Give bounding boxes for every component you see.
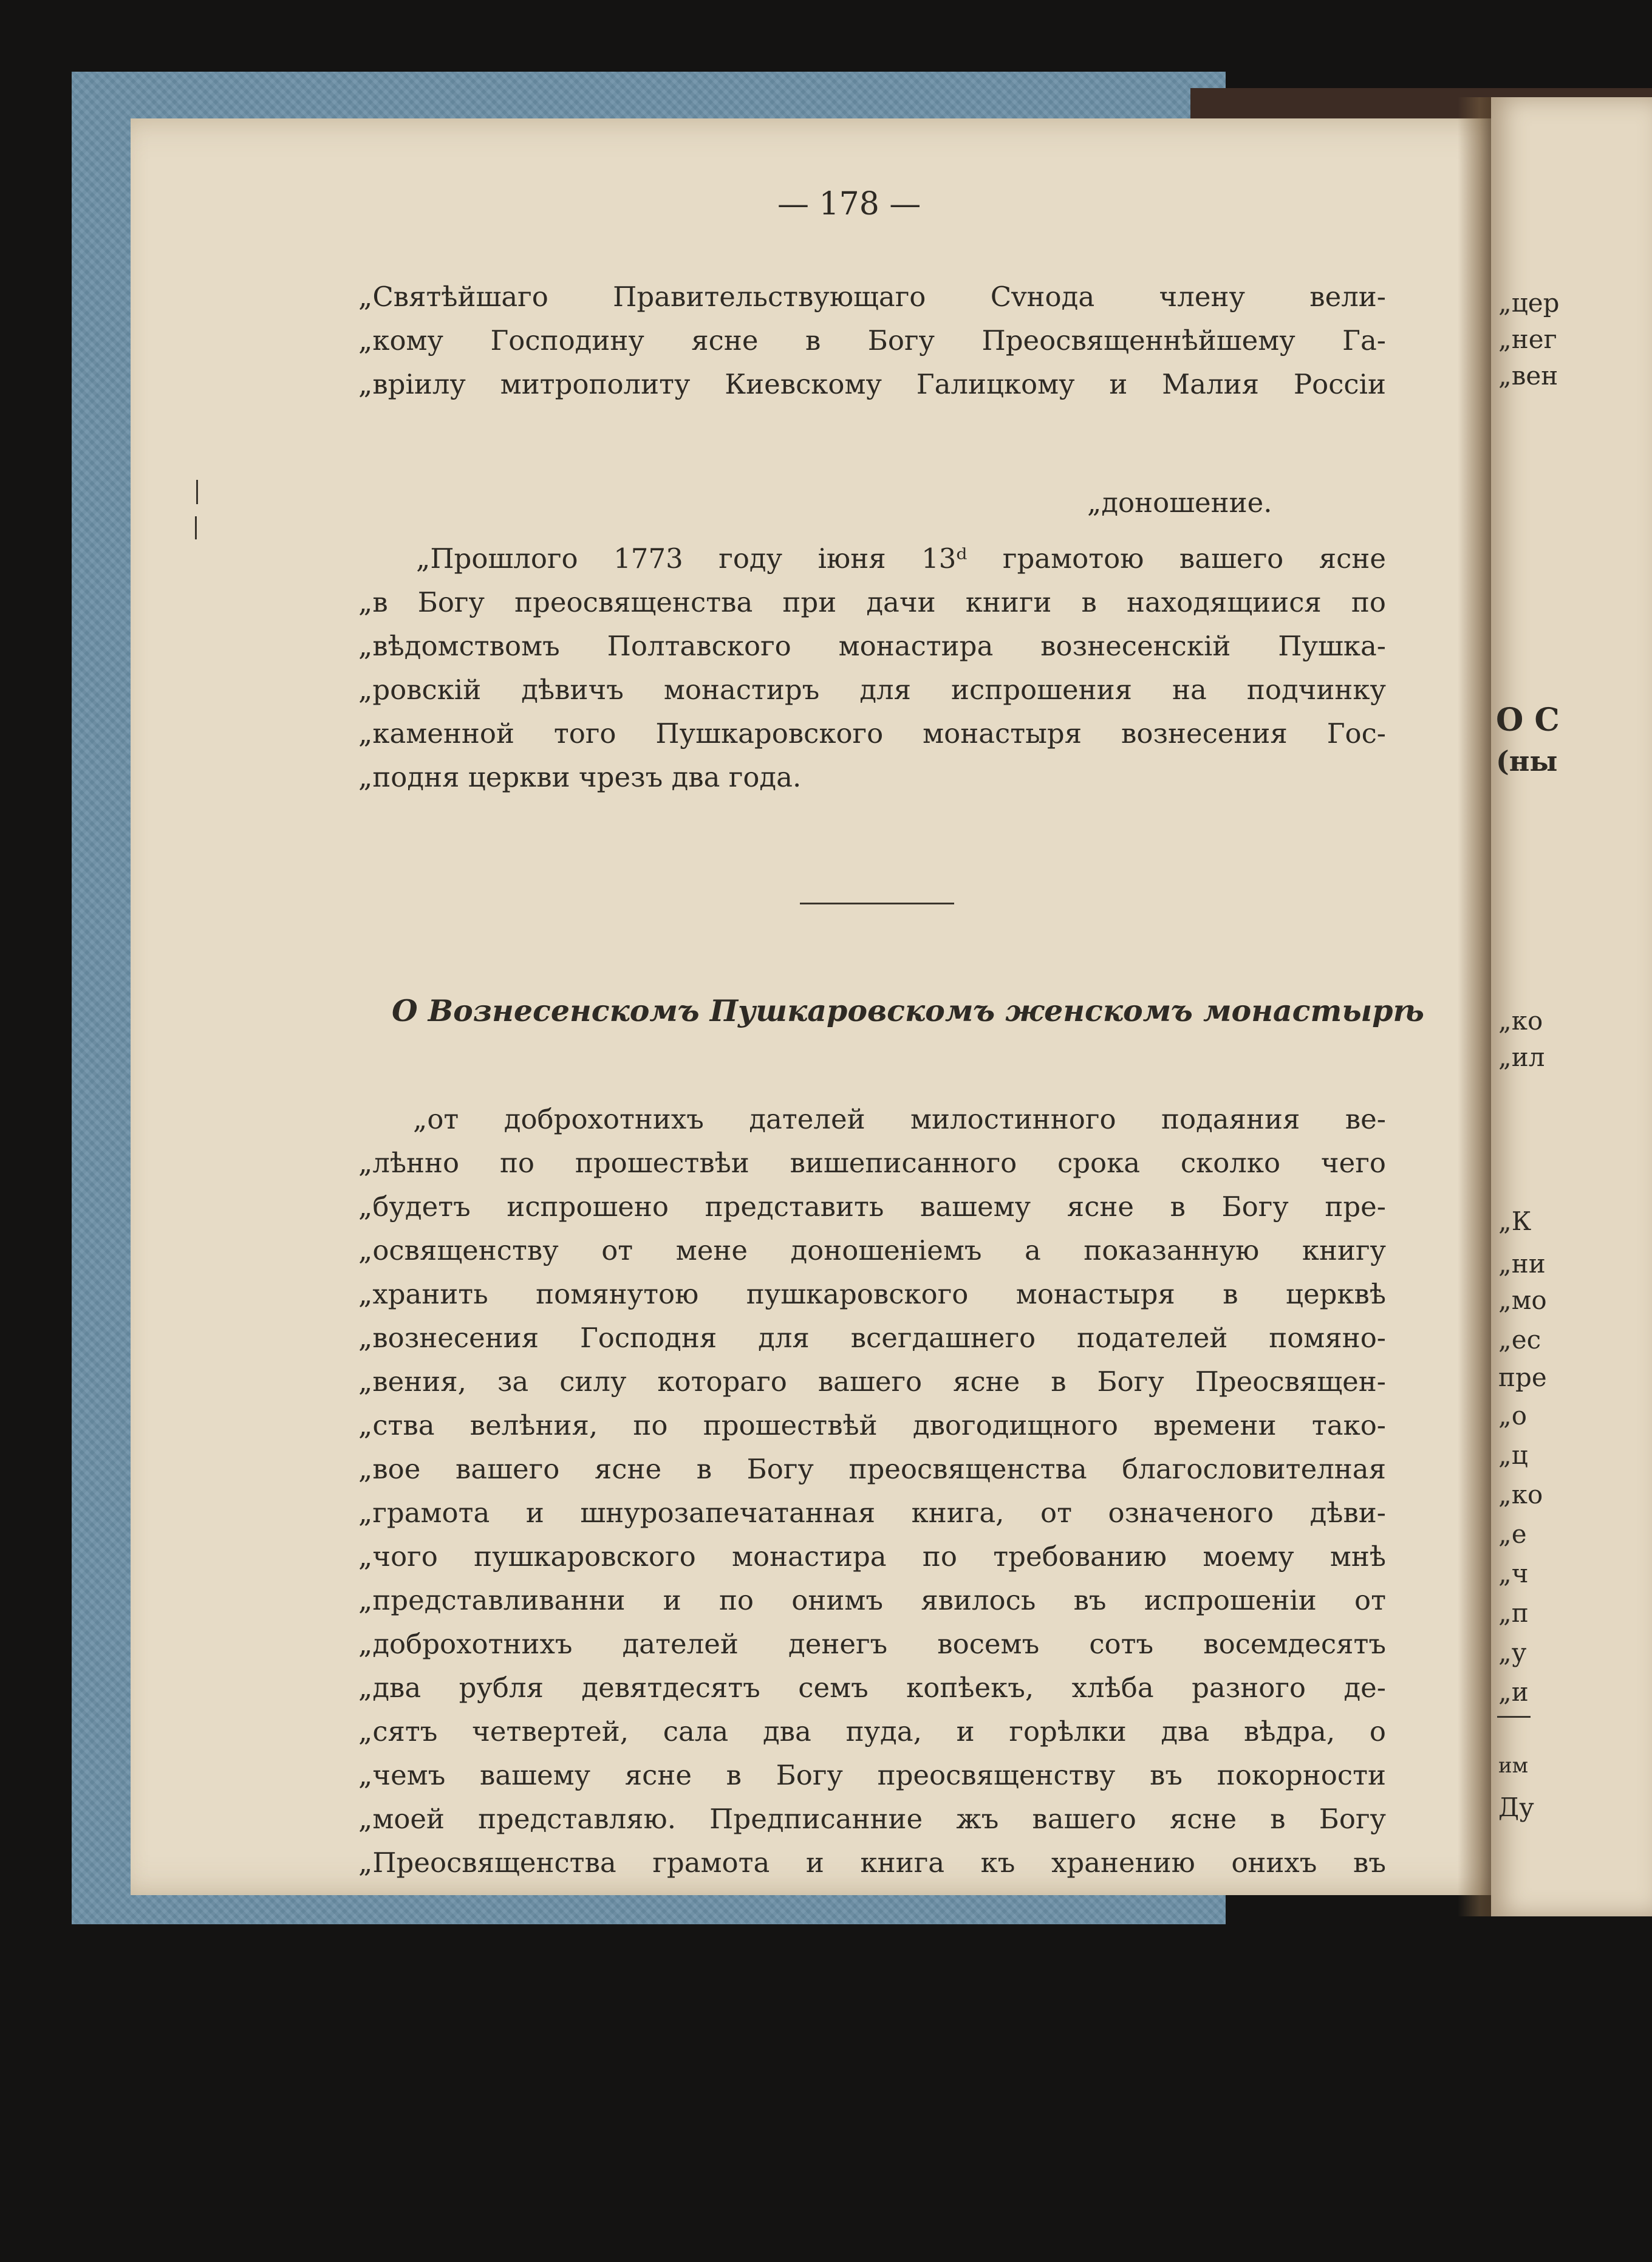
- page-number: — 178 —: [777, 186, 921, 222]
- right-page-line: пре: [1498, 1362, 1547, 1392]
- paragraph-line: „Прошлого 1773 году іюня 13ᵈ грамотою вашего ясне: [416, 542, 1386, 575]
- right-page-line: „К: [1498, 1206, 1532, 1236]
- paragraph-line: „хранить помянутою пушкаровского монастыря в церквѣ: [358, 1278, 1386, 1310]
- paragraph-line: „будетъ испрошено представить вашему ясне в Богу пре-: [358, 1191, 1386, 1223]
- paragraph-line: „два рубля девятдесятъ семъ копѣекъ, хлѣба разного де-: [358, 1672, 1386, 1704]
- paragraph-line: „грамота и шнурозапечатанная книга, от означеного дѣви-: [358, 1497, 1386, 1529]
- letter-heading: „доношение.: [1087, 487, 1272, 519]
- right-page-footnote: Ду: [1498, 1792, 1534, 1822]
- section-title: О Вознесенскомъ Пушкаровскомъ женскомъ монастырѣ: [392, 993, 1424, 1028]
- right-page-line: „ко: [1498, 1006, 1543, 1036]
- paragraph-line: „ства велѣния, по прошествѣй двогодищного времени тако-: [358, 1409, 1386, 1441]
- letter-intro-line: „кому Господину ясне в Богу Преосвященнѣйшему Га-: [358, 324, 1386, 357]
- section-divider: [800, 903, 954, 904]
- paragraph-line: „чемъ вашему ясне в Богу преосвященству въ покорности: [358, 1759, 1386, 1791]
- paragraph-line: „лѣнно по прошествѣи вишеписанного срока сколко чего: [358, 1147, 1386, 1179]
- paragraph-line: „ровскій дѣвичъ монастиръ для испрошения на подчинку: [358, 674, 1386, 706]
- margin-mark: [195, 516, 197, 539]
- paragraph-line: „подня церкви чрезъ два года.: [358, 761, 802, 793]
- right-page: [1491, 97, 1652, 1916]
- paragraph-line: „освященству от мене доношеніемъ а показанную книгу: [358, 1234, 1386, 1266]
- paragraph-line: „в Богу преосвященства при дачи книги в находящиися по: [358, 586, 1386, 618]
- letter-intro-line: „вріилу митрополиту Киевскому Галицкому и Малия Россіи: [358, 368, 1386, 400]
- right-page-line: „ко: [1498, 1480, 1543, 1509]
- right-page-line: „ил: [1498, 1042, 1545, 1072]
- right-page-line: „вен: [1498, 361, 1558, 391]
- letter-intro-line: „Святѣйшаго Правительствующаго Сvнода члену вели-: [358, 281, 1386, 313]
- paragraph-line: „доброхотнихъ дателей денегъ восемъ сотъ восемдесятъ: [358, 1628, 1386, 1660]
- right-page-rule: [1497, 1716, 1531, 1718]
- paragraph-line: „моей представляю. Предписанние жъ вашего ясне в Богу: [358, 1803, 1386, 1835]
- paragraph-line: „Преосвященства грамота и книга къ хранению онихъ въ: [358, 1847, 1386, 1879]
- paragraph-line: „вознесения Господня для всегдашнего подателей помяно-: [358, 1322, 1386, 1354]
- right-page-line: „мо: [1498, 1285, 1547, 1315]
- margin-mark: [196, 480, 198, 504]
- paragraph-line: „вения, за силу котораго вашего ясне в Богу Преосвящен-: [358, 1365, 1386, 1398]
- right-page-line: „ц: [1498, 1440, 1528, 1470]
- book-gutter: [1458, 97, 1494, 1916]
- right-page-heading: О С: [1496, 702, 1560, 739]
- paragraph-line: „вѣдомствомъ Полтавского монастира вознесенскій Пушка-: [358, 630, 1386, 662]
- paragraph-line: „чого пушкаровского монастира по требованию моему мнѣ: [358, 1540, 1386, 1573]
- paragraph-line: „каменной того Пушкаровского монастыря вознесения Гос-: [358, 717, 1386, 750]
- right-page-line: „цер: [1498, 288, 1560, 318]
- right-page-line: „нег: [1498, 324, 1557, 354]
- right-page-line: „ес: [1498, 1325, 1541, 1355]
- right-page-line: „и: [1498, 1677, 1529, 1707]
- right-page-line: „ни: [1498, 1249, 1546, 1279]
- paragraph-line: „сятъ четвертей, сала два пуда, и горѣлки два вѣдра, о: [358, 1715, 1386, 1748]
- paragraph-line: „представливанни и по онимъ явилось въ испрошеніи от: [358, 1584, 1386, 1616]
- right-page-footnote: им: [1498, 1754, 1529, 1778]
- right-page-line: „е: [1498, 1519, 1527, 1549]
- right-page-line: „о: [1498, 1401, 1527, 1430]
- paragraph-line: „вое вашего ясне в Богу преосвященства благословителная: [358, 1453, 1386, 1485]
- right-page-line: „у: [1498, 1638, 1527, 1667]
- paragraph-line: „от доброхотнихъ дателей милостинного подаяния ве-: [413, 1103, 1386, 1135]
- right-page-line: „ч: [1498, 1559, 1529, 1588]
- right-page-heading: (ны: [1496, 745, 1558, 777]
- right-page-line: „п: [1498, 1598, 1529, 1628]
